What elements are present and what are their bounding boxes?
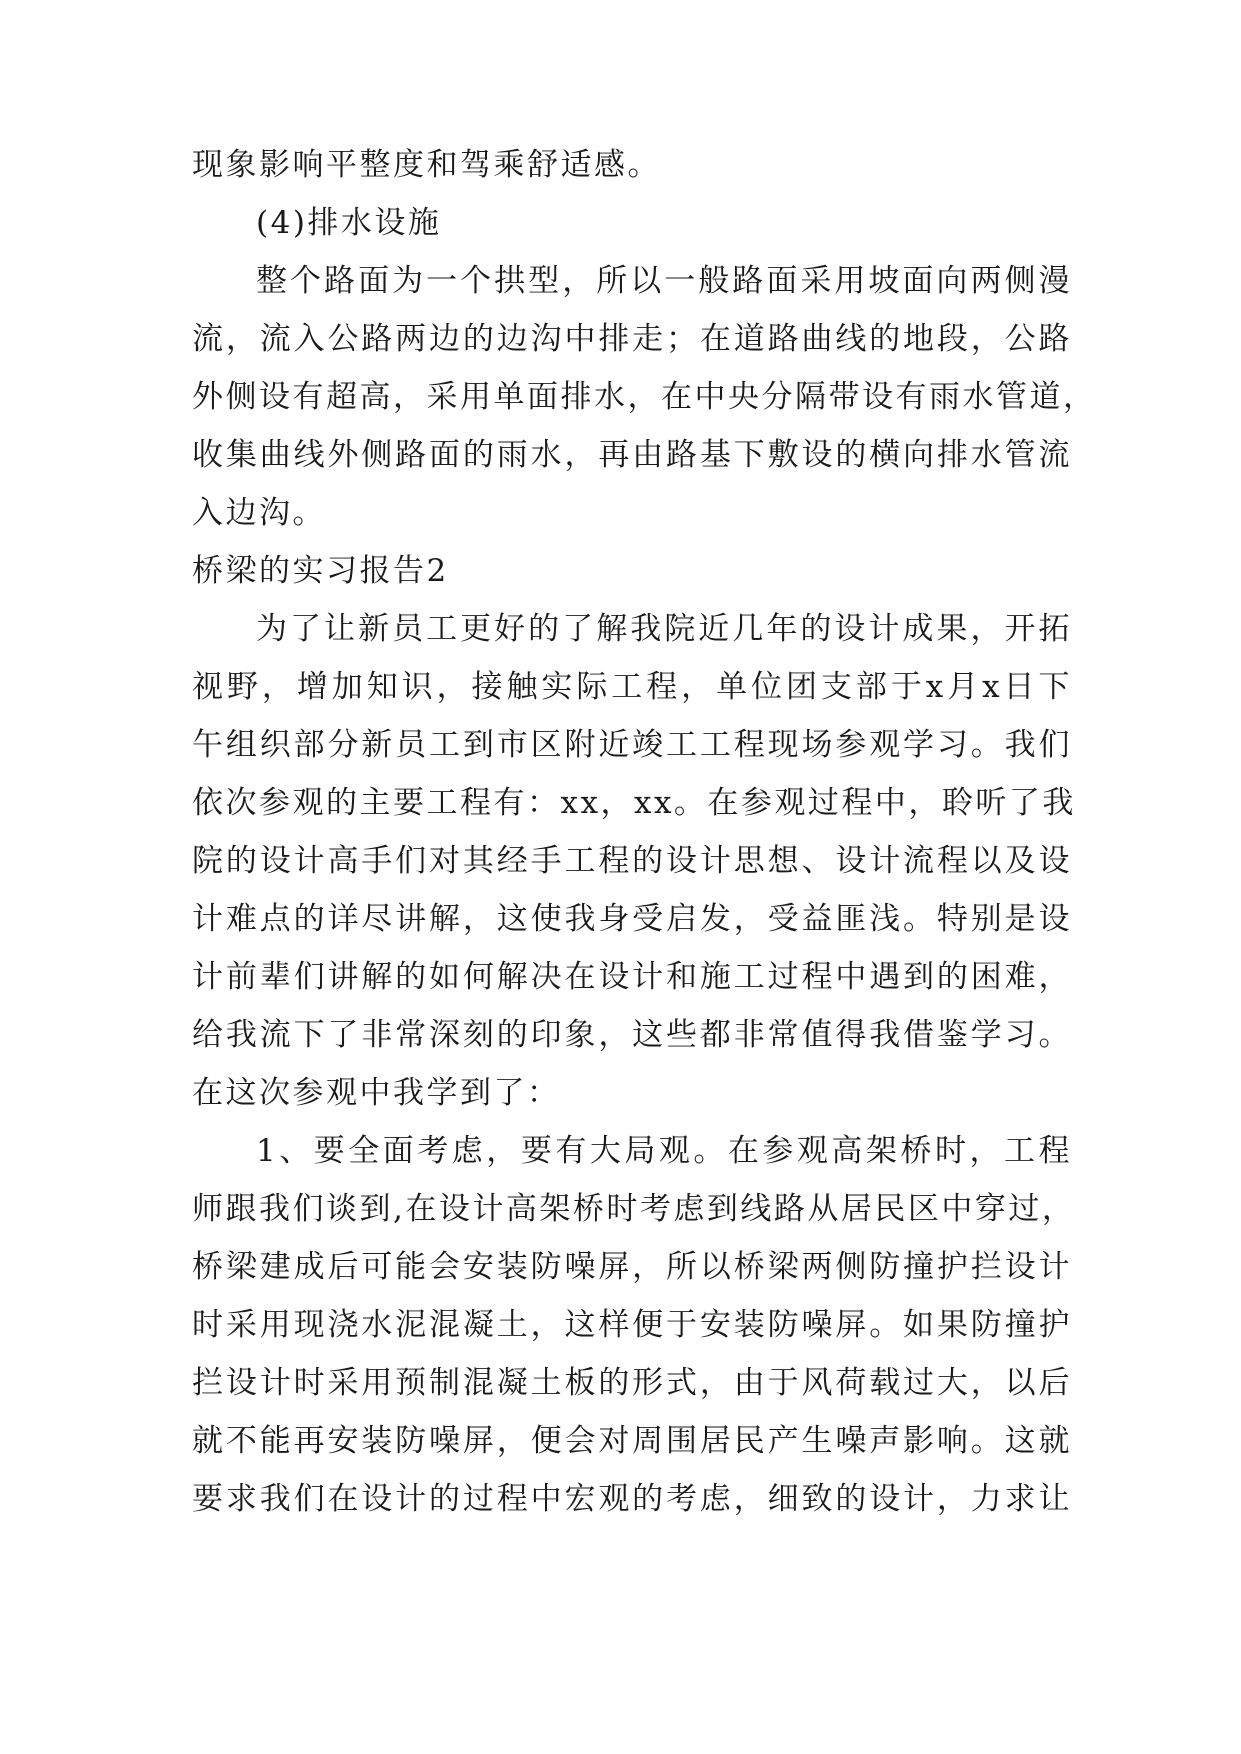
text-line: 流，流入公路两边的边沟中排走；在道路曲线的地段，公路	[192, 321, 1072, 357]
report-title: 桥梁的实习报告2	[192, 553, 449, 589]
text-line: 时采用现浇水泥混凝土，这样便于安装防噪屏。如果防撞护	[192, 1307, 1072, 1343]
text-line: 拦设计时采用预制混凝土板的形式，由于风荷载过大，以后	[192, 1365, 1072, 1401]
text-line: 1、要全面考虑，要有大局观。在参观高架桥时，工程	[256, 1133, 1072, 1169]
text-line: 计前辈们讲解的如何解决在设计和施工过程中遇到的困难，	[192, 959, 1072, 995]
text-line: 依次参观的主要工程有：xx，xx。在参观过程中，聆听了我	[192, 785, 1076, 821]
text-line: 计难点的详尽讲解，这使我身受启发，受益匪浅。特别是设	[192, 901, 1072, 937]
text-line: 在这次参观中我学到了：	[192, 1075, 561, 1111]
text-line: 要求我们在设计的过程中宏观的考虑，细致的设计，力求让	[192, 1481, 1072, 1517]
text-line: 午组织部分新员工到市区附近竣工工程现场参观学习。我们	[192, 727, 1072, 763]
text-line: 收集曲线外侧路面的雨水，再由路基下敷设的横向排水管流	[192, 437, 1072, 473]
text-line: 为了让新员工更好的了解我院近几年的设计成果，开拓	[256, 611, 1072, 647]
text-line: 整个路面为一个拱型，所以一般路面采用坡面向两侧漫	[256, 263, 1072, 299]
text-line: 给我流下了非常深刻的印象，这些都非常值得我借鉴学习。	[192, 1017, 1072, 1053]
text-line: 就不能再安装防噪屏，便会对周围居民产生噪声影响。这就	[192, 1423, 1072, 1459]
text-line: 视野，增加知识，接触实际工程，单位团支部于x月x日下	[192, 669, 1072, 705]
text-line: 入边沟。	[192, 495, 326, 531]
text-line: 外侧设有超高，采用单面排水，在中央分隔带设有雨水管道，	[192, 379, 1097, 415]
section-heading: (4)排水设施	[256, 205, 442, 241]
text-line: 现象影响平整度和驾乘舒适感。	[192, 147, 661, 183]
text-line: 桥梁建成后可能会安装防噪屏，所以桥梁两侧防撞护拦设计	[192, 1249, 1072, 1285]
text-line: 院的设计高手们对其经手工程的设计思想、设计流程以及设	[192, 843, 1072, 879]
text-line: 师跟我们谈到,在设计高架桥时考虑到线路从居民区中穿过，	[192, 1191, 1076, 1227]
